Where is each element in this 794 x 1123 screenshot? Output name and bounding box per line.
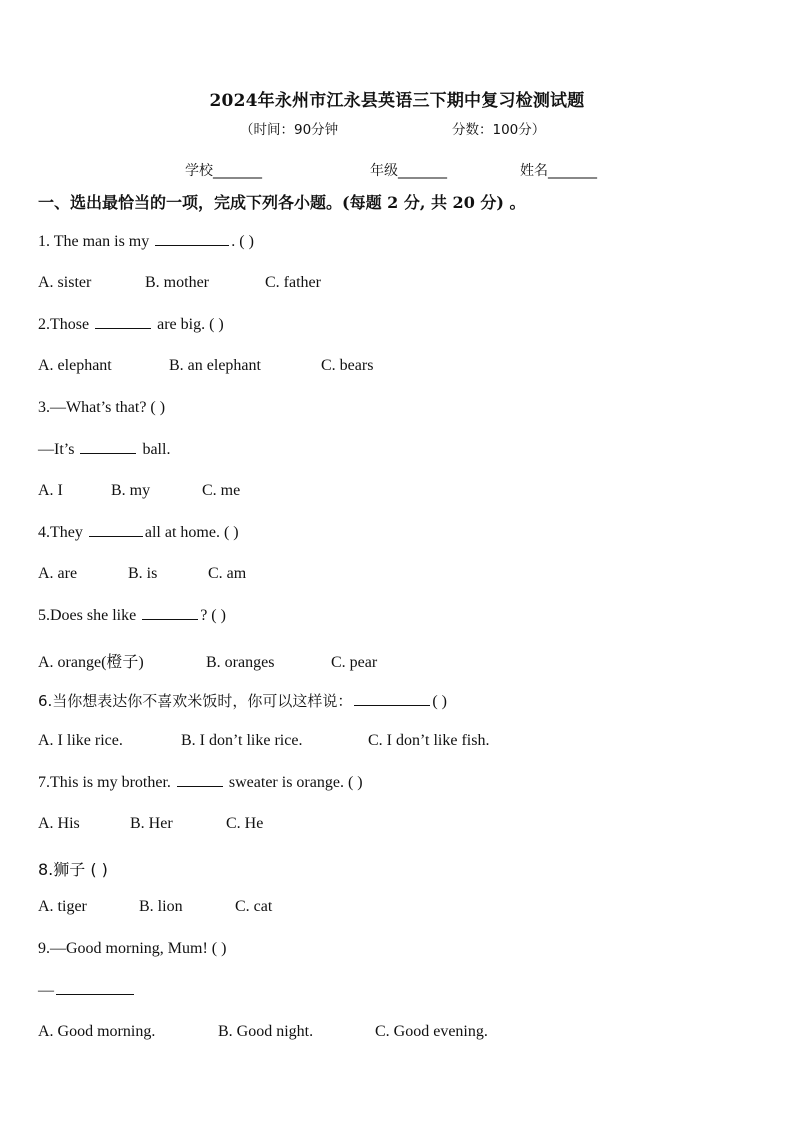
question-4 [38, 524, 239, 542]
option: A. are [38, 565, 78, 582]
option: B. lion [139, 898, 183, 915]
answer-blank [142, 618, 198, 620]
grade-field [370, 160, 447, 180]
time-info: （时间：90分钟 [240, 122, 339, 138]
option: A. elephant [38, 357, 112, 374]
option: C. cat [235, 898, 273, 915]
option: A. His [38, 815, 80, 832]
grade-blank: _______ [398, 163, 447, 179]
option: C. bears [321, 357, 374, 374]
answer-blank [177, 785, 223, 787]
option: B. an elephant [169, 357, 261, 374]
section-heading: 一、选出最恰当的一项，完成下列各小题。(每题 2 分, 共 20 分) 。 [38, 193, 526, 212]
option: B. is [128, 565, 158, 582]
question-6 [38, 690, 447, 711]
question-7 [38, 774, 363, 792]
question-text: ( ) [432, 693, 447, 710]
answer-blank [354, 704, 430, 706]
page-title: 2024年永州市江永县英语三下期中复习检测试题 [209, 91, 585, 111]
question-text: . ( ) [231, 233, 254, 250]
question-text: 4.They [38, 524, 87, 541]
option: C. I don’t like fish. [368, 732, 490, 749]
school-blank: _______ [213, 163, 262, 179]
question-9: 9.—Good morning, Mum! ( ) [38, 940, 227, 957]
option: C. Good evening. [375, 1023, 488, 1040]
school-field [185, 160, 262, 180]
question-1 [38, 233, 254, 251]
question-5 [38, 607, 226, 625]
option: A. Good morning. [38, 1023, 156, 1040]
options-4 [38, 565, 246, 583]
answer-blank [56, 993, 134, 995]
question-text: 1. The man is my [38, 233, 154, 250]
option: A. tiger [38, 898, 87, 915]
option: C. He [226, 815, 264, 832]
question-9-answer [38, 982, 136, 1000]
options-7 [38, 815, 263, 833]
question-text: 7.This is my brother. [38, 774, 175, 791]
option: A. orange(橙子) [38, 654, 144, 671]
name-field [520, 160, 597, 180]
option: B. Her [130, 815, 173, 832]
option: A. sister [38, 274, 92, 291]
options-6 [38, 732, 489, 750]
question-text: 6.当你想表达你不喜欢米饭时，你可以这样说： [38, 692, 353, 710]
option: C. pear [331, 654, 378, 671]
option: C. me [202, 482, 241, 499]
option: A. I [38, 482, 63, 499]
answer-blank [89, 535, 143, 537]
name-blank: _______ [548, 163, 597, 179]
question-3-answer [38, 441, 170, 459]
options-1 [38, 274, 321, 292]
question-2 [38, 316, 224, 334]
score-info: 分数：100分） [452, 122, 546, 138]
question-text: —It’s [38, 441, 79, 458]
options-3 [38, 482, 240, 500]
question-text: — [38, 982, 54, 999]
options-2 [38, 357, 373, 375]
grade-label: 年级 [370, 163, 398, 179]
option: B. Good night. [218, 1023, 314, 1040]
question-8: 8.狮子 ( ) [38, 860, 108, 879]
question-text: sweater is orange. ( ) [224, 774, 363, 791]
question-text: are big. ( ) [153, 316, 224, 333]
option: A. I like rice. [38, 732, 123, 749]
question-text: 2.Those [38, 316, 94, 333]
option: B. I don’t like rice. [181, 732, 303, 749]
option: B. my [111, 482, 151, 499]
options-9 [38, 1023, 488, 1041]
options-8 [38, 898, 272, 916]
option: C. father [265, 274, 321, 291]
answer-blank [95, 327, 151, 329]
school-label: 学校 [185, 163, 213, 179]
question-text: ball. [138, 441, 171, 458]
answer-blank [80, 452, 136, 454]
answer-blank [155, 244, 229, 246]
name-label: 姓名 [520, 163, 548, 179]
question-text: all at home. ( ) [144, 524, 239, 541]
question-3: 3.—What’s that? ( ) [38, 399, 166, 416]
question-text: 5.Does she like [38, 607, 141, 624]
option: B. mother [145, 274, 209, 291]
options-5 [38, 649, 377, 672]
option: C. am [208, 565, 247, 582]
question-text: ? ( ) [200, 607, 226, 624]
option: B. oranges [206, 654, 275, 671]
